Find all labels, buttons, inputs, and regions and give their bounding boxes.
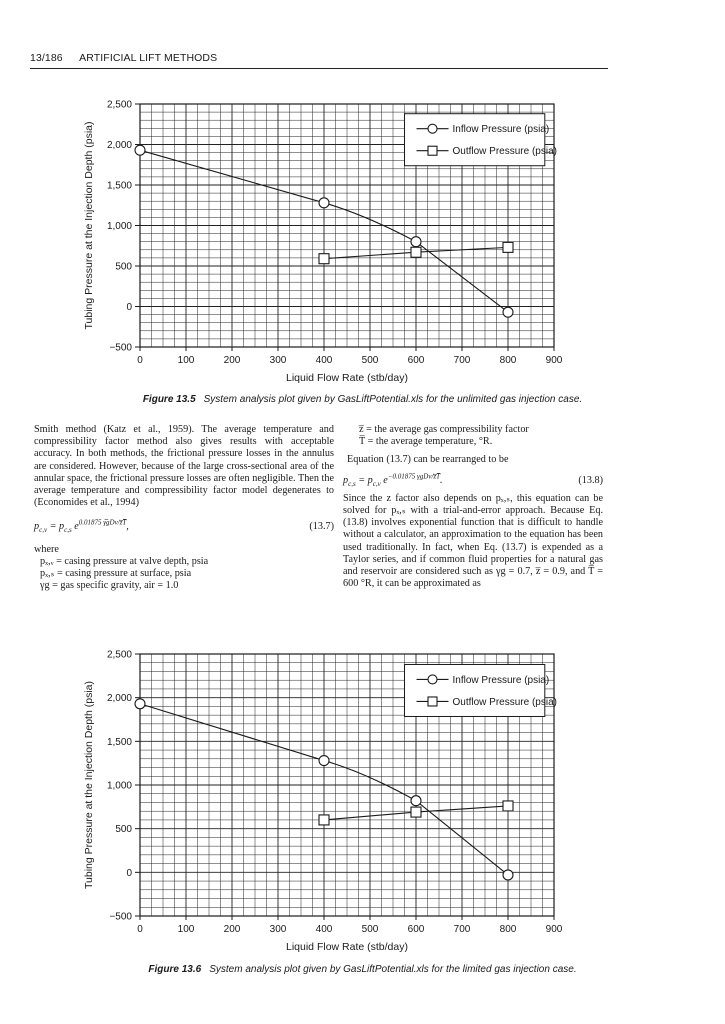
y-axis-label: Tubing Pressure at the Injection Depth (psia) [83, 681, 95, 889]
y-tick-label: 0 [126, 302, 132, 313]
figure-13-6-caption [0, 964, 725, 975]
legend-marker-square [428, 697, 437, 706]
chart-13-5 [30, 92, 610, 384]
x-axis-label: Liquid Flow Rate (stb/day) [286, 372, 408, 384]
y-tick-label: 500 [115, 261, 132, 273]
equation-body: $p_{c,s} = p_{c,v}$ $e^{-0.01875 \gamma gDv/z̅T̅}$. [343, 472, 443, 488]
outflow-point [503, 801, 513, 811]
y-tick-label: 2,500 [106, 99, 132, 111]
x-tick-label: 900 [545, 355, 563, 366]
outflow-point [411, 807, 421, 817]
x-tick-label: 600 [407, 924, 425, 935]
x-tick-label: 400 [315, 924, 333, 935]
y-tick-label: −500 [109, 342, 132, 354]
x-tick-label: 800 [499, 355, 517, 366]
equation-number: (13.8) [578, 474, 603, 486]
x-tick-label: 600 [407, 355, 425, 366]
x-tick-label: 400 [315, 355, 333, 366]
running-header [30, 52, 605, 64]
x-tick-label: 100 [177, 355, 195, 366]
definition-item: pₓ,ₛ = casing pressure at surface, psia [40, 568, 192, 580]
definition-item: z̅ = the average gas compressibility factor [359, 424, 529, 435]
outflow-point [319, 254, 329, 264]
where-label: where [34, 543, 59, 555]
inflow-point [319, 756, 329, 766]
x-tick-label: 900 [545, 924, 563, 935]
definition-item: γg = gas specific gravity, air = 1.0 [40, 580, 179, 592]
x-tick-label: 100 [177, 924, 195, 935]
x-tick-label: 800 [499, 924, 517, 935]
x-axis-label: Liquid Flow Rate (stb/day) [286, 941, 408, 953]
caption-label: Figure 13.5 [142, 394, 196, 405]
x-tick-label: 500 [361, 355, 379, 366]
page-number: 13/186 [30, 52, 63, 64]
inflow-point [135, 145, 145, 155]
legend-label: Inflow Pressure (psia) [452, 124, 550, 136]
equation-number: (13.7) [309, 521, 334, 533]
caption-text: System analysis plot given by GasLiftPotential.xls for the limited gas injection case. [209, 964, 577, 975]
outflow-point [503, 242, 513, 252]
header-rule [30, 68, 608, 69]
y-tick-label: 2,500 [106, 649, 132, 661]
legend-marker-circle [428, 675, 437, 684]
y-tick-label: −500 [109, 911, 132, 923]
definition-item: pₓ,ᵥ = casing pressure at valve depth, psia [40, 555, 209, 567]
inflow-point [503, 307, 513, 317]
outflow-point [319, 815, 329, 825]
body-paragraph: Equation (13.7) can be rearranged to be [347, 454, 509, 466]
y-tick-label: 1,000 [106, 221, 132, 232]
y-tick-label: 500 [115, 824, 132, 836]
figure-13-5 [30, 92, 610, 384]
equation-13-7 [34, 521, 334, 533]
x-tick-label: 500 [361, 924, 379, 935]
right-column [343, 424, 603, 590]
inflow-point [503, 870, 513, 880]
x-tick-label: 200 [223, 355, 241, 366]
left-column [34, 424, 334, 592]
legend-label: Outflow Pressure (psia) [452, 696, 557, 708]
legend-label: Inflow Pressure (psia) [452, 674, 550, 686]
legend-box [405, 114, 545, 166]
x-tick-label: 200 [223, 924, 241, 935]
definition-list [343, 424, 603, 448]
figure-13-5-caption [0, 394, 725, 405]
inflow-point [319, 198, 329, 208]
y-tick-label: 1,000 [106, 780, 132, 792]
legend-marker-circle [428, 124, 437, 133]
y-tick-label: 1,500 [106, 736, 132, 748]
body-paragraph: Since the z factor also depends on pₓ,ₛ, this equation can be solved for pₓ,ₛ with a trial-and-error approach. Because Eq. (13.8) involves exponential function that is difficult to handle without a calculator, an approximation to the equation has been used traditionally. In fact, when Eq. (13.7) is expended as a Taylor series, and if common fluid properties for a natural gas and reservoir are considered such as γg = 0.7, z̅ = 0.9, and T̅ = 600 °R, it can be approximated as [343, 492, 603, 590]
x-tick-label: 700 [453, 355, 471, 366]
legend-label: Outflow Pressure (psia) [452, 146, 557, 158]
legend-marker-square [428, 146, 437, 155]
caption-label: Figure 13.6 [148, 964, 202, 975]
outflow-point [411, 247, 421, 257]
y-tick-label: 2,000 [106, 693, 132, 705]
y-axis-label: Tubing Pressure at the Injection Depth (psia) [83, 121, 95, 330]
y-tick-label: 2,000 [106, 140, 132, 151]
x-tick-label: 300 [269, 924, 287, 935]
chart-13-6 [30, 642, 610, 954]
definition-item: T̅ = the average temperature, °R. [359, 436, 493, 448]
equation-body: $p_{c,v} = p_{c,s}$ $e^{0.01875 \gamma̅gDv/z̅T̅}$, [34, 519, 129, 535]
x-tick-label: 0 [137, 355, 143, 366]
x-tick-label: 300 [269, 355, 287, 366]
x-tick-label: 0 [137, 924, 143, 935]
x-tick-label: 700 [453, 924, 471, 935]
y-tick-label: 1,500 [106, 180, 132, 192]
inflow-point [411, 237, 421, 247]
inflow-point [135, 699, 145, 709]
definition-list [34, 556, 334, 593]
inflow-point [411, 796, 421, 806]
running-title: ARTIFICIAL LIFT METHODS [79, 52, 218, 64]
caption-text: System analysis plot given by GasLiftPotential.xls for the unlimited gas injection case. [203, 394, 583, 405]
figure-13-6 [30, 642, 610, 954]
y-tick-label: 0 [126, 867, 132, 879]
body-paragraph: Smith method (Katz et al., 1959). The average temperature and compressibility factor method also gives results with acceptable accuracy. In both methods, the frictional pressure losses in the annulus are considered. However, because of the large cross-sectional area of the annular space, the frictional pressure losses are often negligible. Then the average temperature and compressibility factor model degenerates to (Economides et al., 1994) [34, 424, 334, 509]
equation-13-8 [343, 472, 603, 488]
legend-box [405, 664, 545, 716]
